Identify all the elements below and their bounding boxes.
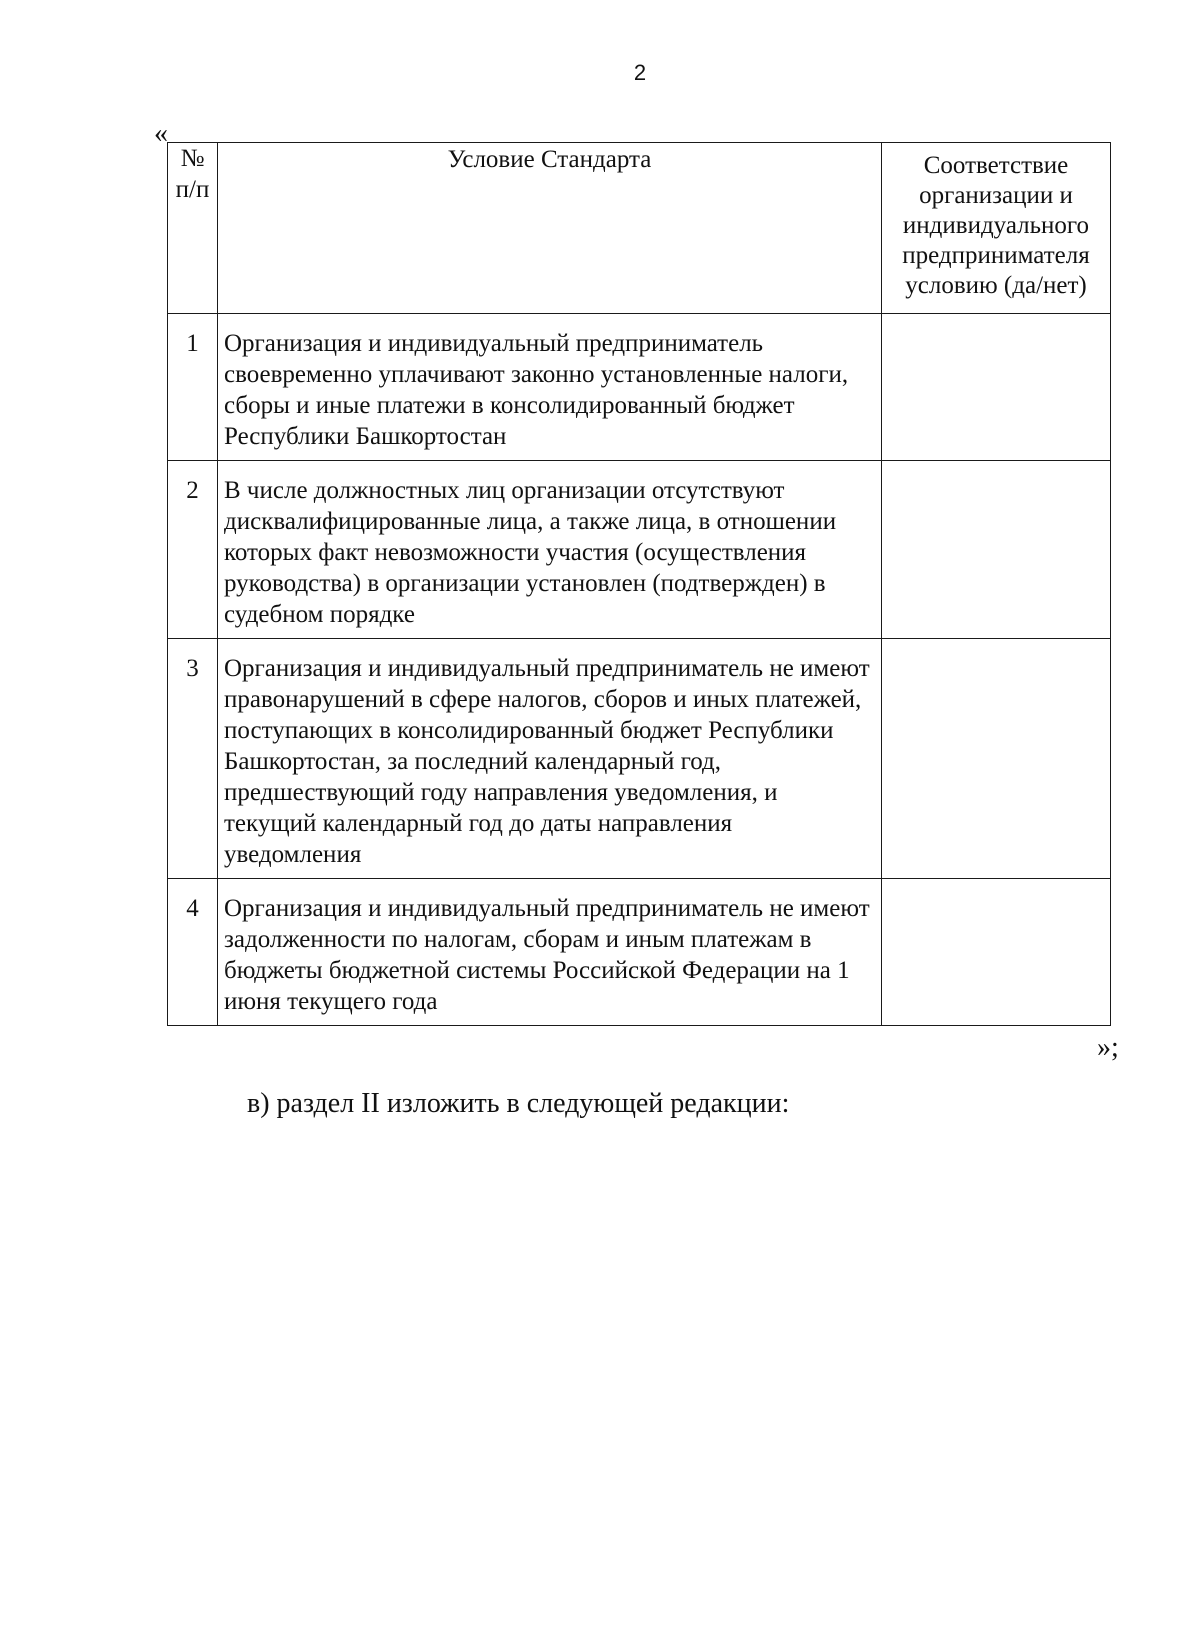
table-row xyxy=(168,314,1111,461)
table-row xyxy=(168,461,1111,639)
row-condition: Организация и индивидуальный предприниматель своевременно уплачивают законно установленные налоги, сборы и иные платежи в консолидированный бюджет Республики Башкортостан xyxy=(218,314,882,461)
row-compliance-cell xyxy=(882,879,1111,1026)
header-condition: Условие Стандарта xyxy=(218,143,882,314)
row-number: 3 xyxy=(168,639,218,879)
table-row xyxy=(168,879,1111,1026)
header-compliance: Соответствие организации и индивидуального предпринимателя условию (да/нет) xyxy=(882,143,1111,314)
opening-quote: « xyxy=(154,118,168,149)
amendment-instruction: в) раздел II изложить в следующей редакции: xyxy=(247,1088,790,1119)
row-condition: Организация и индивидуальный предприниматель не имеют правонарушений в сфере налогов, сборов и иных платежей, поступающих в консолидированный бюджет Республики Башкортостан, за последний календарный год, предшествующий году направления уведомления, и текущий календарный год до даты направления уведомления xyxy=(218,639,882,879)
row-compliance-cell xyxy=(882,461,1111,639)
table-header-row xyxy=(168,143,1111,314)
page-number: 2 xyxy=(633,60,647,85)
header-number: № п/п xyxy=(168,143,218,314)
table-row xyxy=(168,639,1111,879)
row-number: 2 xyxy=(168,461,218,639)
row-compliance-cell xyxy=(882,314,1111,461)
standard-conditions-table xyxy=(167,142,1111,1026)
row-number: 1 xyxy=(168,314,218,461)
row-compliance-cell xyxy=(882,639,1111,879)
closing-quote: »; xyxy=(1097,1032,1119,1063)
row-condition: Организация и индивидуальный предприниматель не имеют задолженности по налогам, сборам и иным платежам в бюджеты бюджетной системы Российской Федерации на 1 июня текущего года xyxy=(218,879,882,1026)
row-condition: В числе должностных лиц организации отсутствуют дисквалифицированные лица, а также лица, в отношении которых факт невозможности участия (осуществления руководства) в организации установлен (подтвержден) в судебном порядке xyxy=(218,461,882,639)
row-number: 4 xyxy=(168,879,218,1026)
